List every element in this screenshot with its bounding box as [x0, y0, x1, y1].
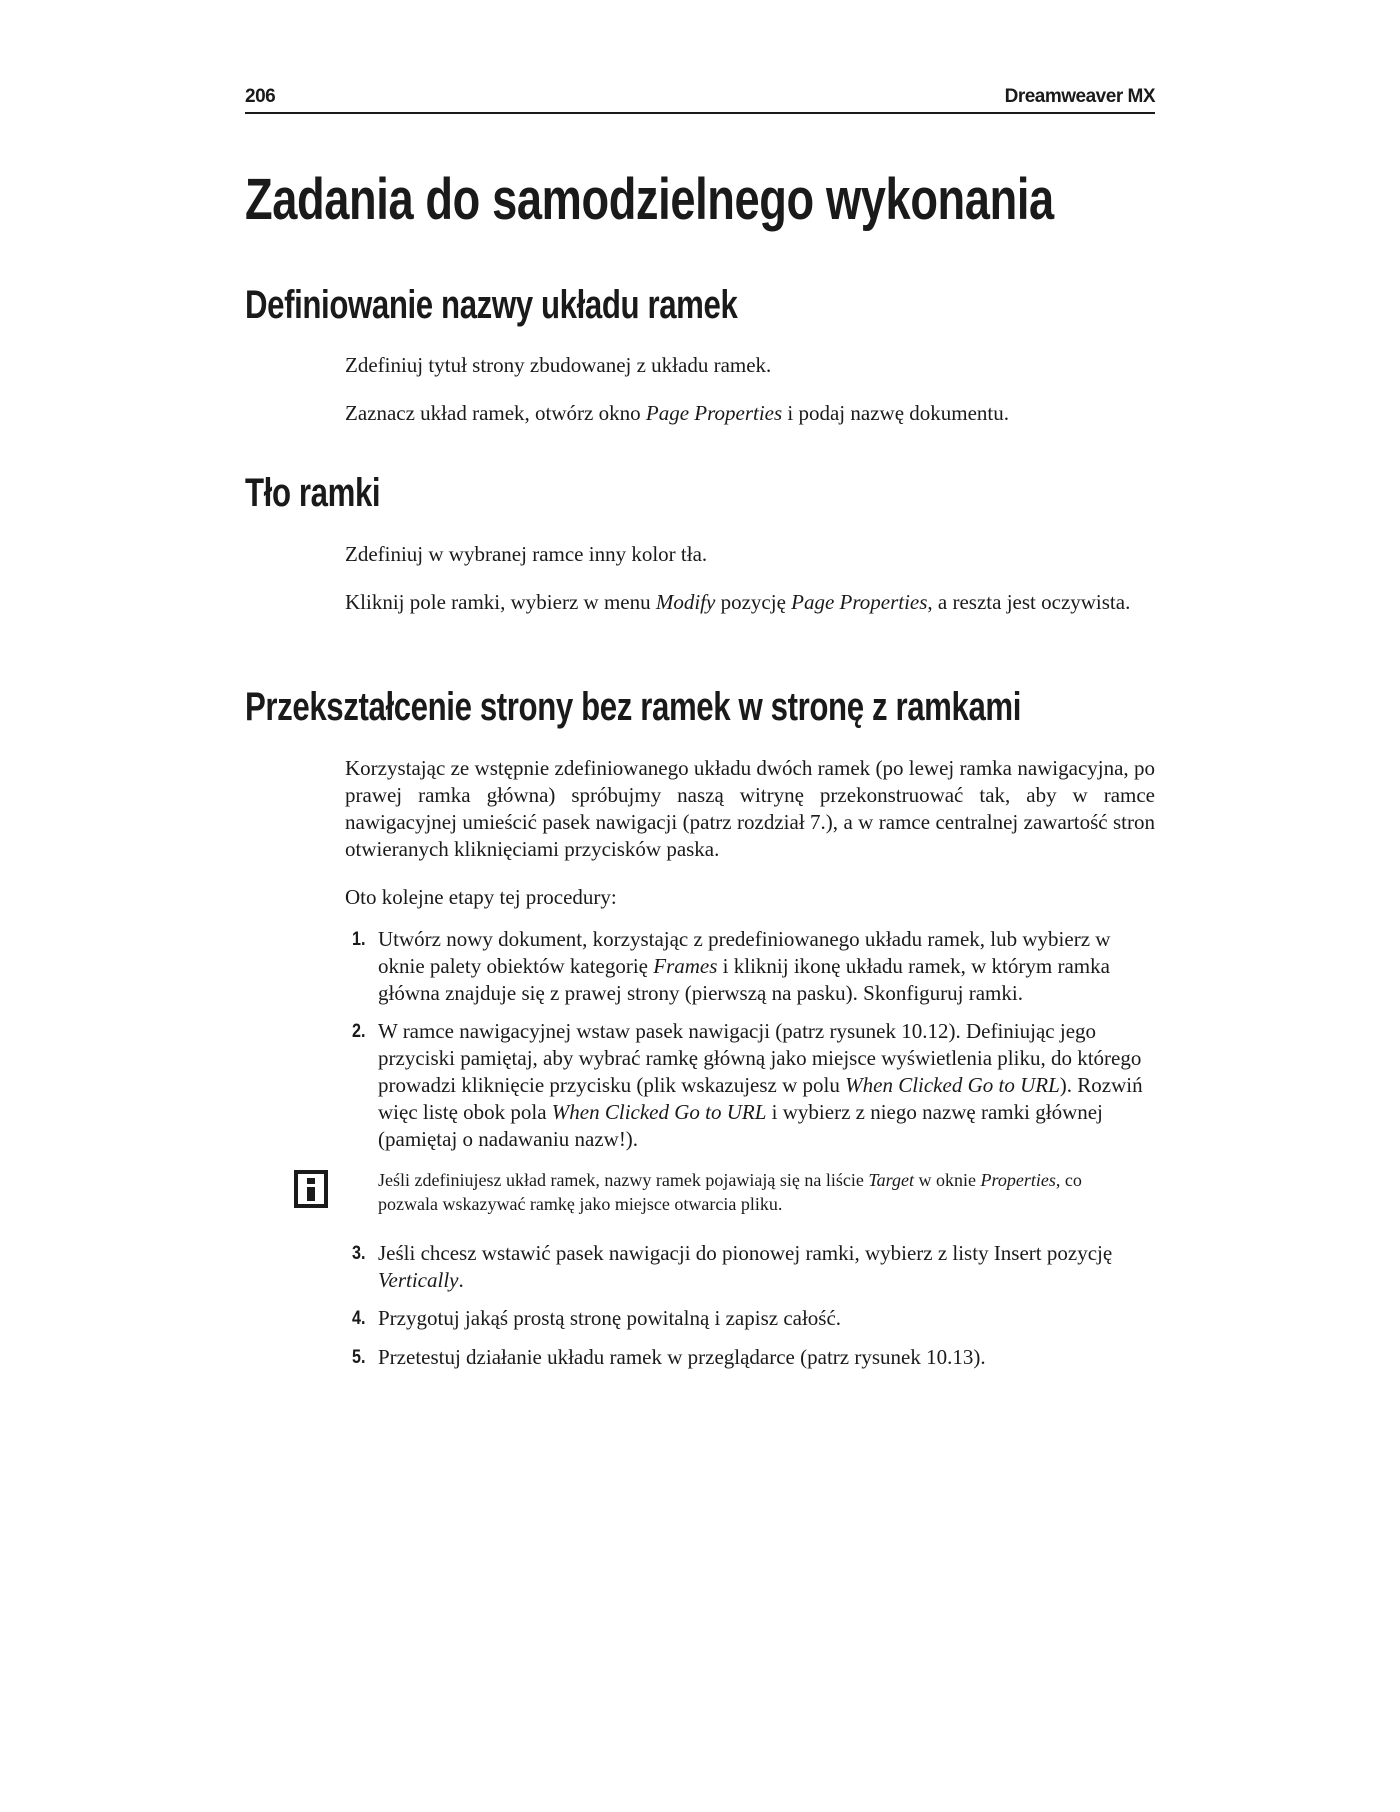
section-heading-convert-to-frames: Przekształcenie strony bez ramek w stronę z ramkami [245, 685, 1022, 729]
list-item: 3. Jeśli chcesz wstawić pasek nawigacji do pionowej ramki, wybierz z listy Insert pozycję Vertically. [352, 1241, 1113, 1292]
title-text: Zadania do samodzielnego wykonania [245, 167, 1054, 232]
book-title: Dreamweaver MX [1004, 86, 1155, 107]
step-number: 4. [352, 1308, 366, 1329]
step-number: 1. [352, 929, 366, 950]
task-text: Zdefiniuj tytuł strony zbudowanej z układu ramek. [345, 353, 772, 377]
page-number: 206 [245, 86, 276, 107]
section-heading-frame-background: Tło ramki [245, 471, 381, 515]
task-text: Zdefiniuj w wybranej ramce inny kolor tła. [345, 542, 708, 566]
hint-text: Zaznacz układ ramek, otwórz okno Page Properties i podaj nazwę dokumentu. [345, 401, 1010, 425]
step-number: 3. [352, 1243, 366, 1264]
step-number: 2. [352, 1021, 366, 1042]
steps-intro: Oto kolejne etapy tej procedury: [345, 885, 617, 909]
intro-paragraph: Korzystając ze wstępnie zdefiniowanego układu dwóch ramek (po lewej ramka nawigacyjna, po prawej ramka główna) spróbujmy naszą witrynę przekonstruować tak, aby w ramce nawigacyjnej umieścić pasek nawigacji (patrz rozdział 7.), a w ramce centralnej zawartość stron otwieranych kliknięciami przycisków paska. [345, 756, 1155, 861]
section-heading-frame-name: Definiowanie nazwy układu ramek [245, 283, 738, 327]
list-item: 1. Utwórz nowy dokument, korzystając z predefiniowanego układu ramek, lub wybierz w oknie palety obiektów kategorię Frames i kliknij ikonę układu ramek, w którym ramka główna znajduje się z prawej strony (pierwszą na pasku). Skonfiguruj ramki. [352, 927, 1111, 1005]
running-header [245, 86, 1155, 114]
chapter-section-title [245, 168, 1282, 232]
list-item: 4. Przygotuj jakąś prostą stronę powitalną i zapisz całość. [352, 1306, 842, 1330]
info-icon [294, 1170, 328, 1208]
list-item: 2. W ramce nawigacyjnej wstaw pasek nawigacji (patrz rysunek 10.12). Definiując jego przyciski pamiętaj, aby wybrać ramkę główną jako miejsce wyświetlenia pliku, do którego prowadzi kliknięcie przycisku (plik wskazujesz w polu When Clicked Go to URL). Rozwiń więc listę obok pola When Clicked Go to URL i wybierz z niego nazwę ramki głównej (pamiętaj o nadawaniu nazw!). [352, 1019, 1143, 1151]
hint-text: Kliknij pole ramki, wybierz w menu Modify pozycję Page Properties, a reszta jest oczywista. [345, 590, 1131, 614]
step-number: 5. [352, 1347, 366, 1368]
info-note: Jeśli zdefiniujesz układ ramek, nazwy ramek pojawiają się na liście Target w oknie Properties, co pozwala wskazywać ramkę jako miejsce otwarcia pliku. [378, 1170, 1082, 1214]
list-item: 5. Przetestuj działanie układu ramek w przeglądarce (patrz rysunek 10.13). [352, 1345, 986, 1369]
